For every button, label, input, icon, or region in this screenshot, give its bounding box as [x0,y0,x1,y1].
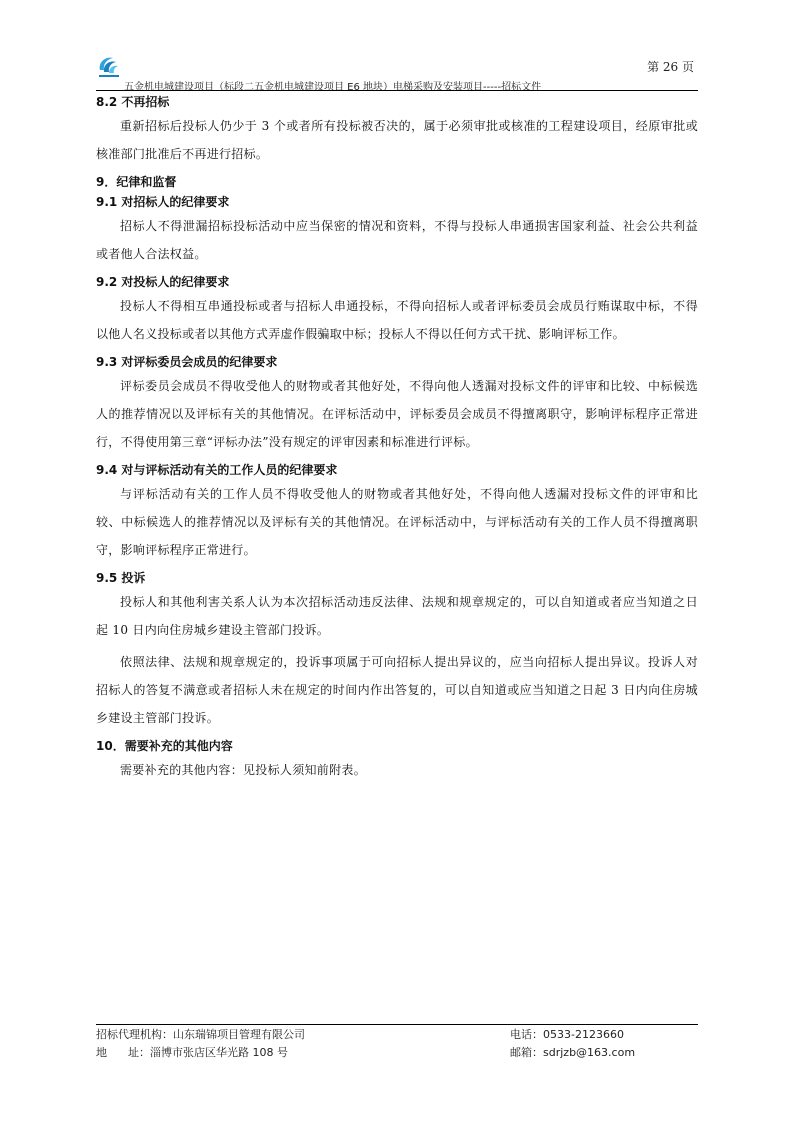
body-paragraph: 重新招标后投标人仍少于 3 个或者所有投标被否决的，属于必须审批或核准的工程建设项目，经原审批或核准部门批准后不再进行招标。 [96,119,698,161]
company-logo-icon [96,54,122,80]
phone-value: 0533-2123660 [543,1028,624,1041]
header-divider [96,90,698,91]
page-number: 第 26 页 [647,60,694,74]
section-heading: 9.3 对评标委员会成员的纪律要求 [96,355,278,369]
section-heading: 9.2 对投标人的纪律要求 [96,275,230,289]
footer-divider [96,1024,698,1025]
body-paragraph: 依照法律、法规和规章规定的，投诉事项属于可向招标人提出异议的，应当向招标人提出异议。投诉人对招标人的答复不满意或者招标人未在规定的时间内作出答复的，可以自知道或应当知道之日起 3 日内向住房城乡建设主管部门投诉。 [96,655,698,725]
email-value: sdrjzb@163.com [543,1046,636,1059]
address-value: 淄博市张店区华光路 108 号 [149,1046,288,1059]
footer-row-2 [96,1044,698,1062]
body-paragraph: 评标委员会成员不得收受他人的财物或者其他好处，不得向他人透漏对投标文件的评审和比较、中标候选人的推荐情况以及评标有关的其他情况。在评标活动中，评标委员会成员不得擅离职守，影响评标程序正常进行，不得使用第三章“评标办法”没有规定的评审因素和标准进行评标。 [96,379,698,449]
body-paragraph: 需要补充的其他内容：见投标人须知前附表。 [120,763,367,777]
section-heading: 9.1 对招标人的纪律要求 [96,195,230,209]
body-paragraph: 投标人不得相互串通投标或者与招标人串通投标，不得向招标人或者评标委员会成员行贿谋取中标，不得以他人名义投标或者以其他方式弄虚作假骗取中标；投标人不得以任何方式干扰、影响评标工作。 [96,299,698,341]
agency-label: 招标代理机构： [96,1028,173,1041]
section-heading: 10．需要补充的其他内容 [96,739,233,753]
header-title: 五金机电城建设项目（标段二五金机电城建设项目 E6 地块）电梯采购及安装项目-----招标文件 [124,82,542,93]
body-paragraph: 与评标活动有关的工作人员不得收受他人的财物或者其他好处，不得向他人透漏对投标文件的评审和比较、中标候选人的推荐情况以及评标有关的其他情况。在评标活动中，与评标活动有关的工作人员不得擅离职守，影响评标程序正常进行。 [96,487,698,557]
section-heading: 9．纪律和监督 [96,175,177,189]
document-body [96,92,698,788]
address-label: 地 址： [96,1046,150,1059]
body-paragraph: 投标人和其他利害关系人认为本次招标活动违反法律、法规和规章规定的，可以自知道或者应当知道之日起 10 日内向住房城乡建设主管部门投诉。 [96,595,698,637]
footer-row-1 [96,1026,698,1044]
section-heading: 9.4 对与评标活动有关的工作人员的纪律要求 [96,463,338,477]
body-paragraph: 招标人不得泄漏招标投标活动中应当保密的情况和资料，不得与投标人串通损害国家利益、社会公共利益或者他人合法权益。 [96,219,698,261]
agency-value: 山东瑞锦项目管理有限公司 [173,1028,305,1041]
section-heading: 8.2 不再招标 [96,95,170,109]
email-label: 邮箱： [510,1046,543,1059]
page-header [96,54,698,93]
section-heading: 9.5 投诉 [96,571,146,585]
page-footer [96,1026,698,1062]
phone-label: 电话： [510,1028,543,1041]
